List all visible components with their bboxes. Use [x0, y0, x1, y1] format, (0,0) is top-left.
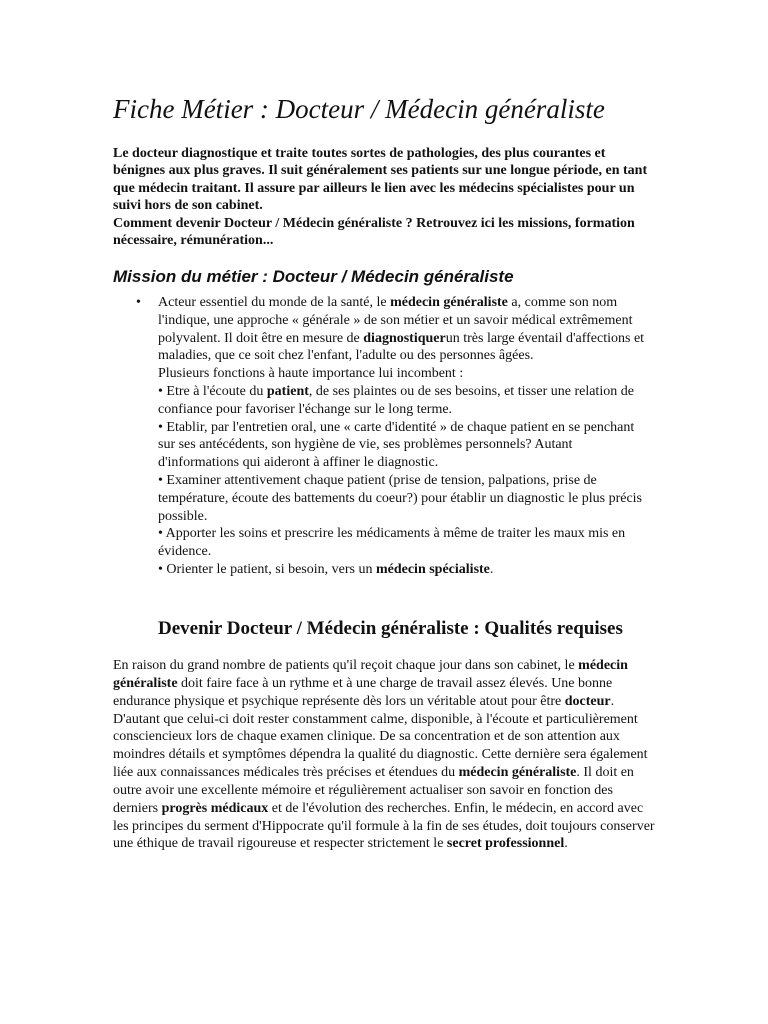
function-refer: • Orienter le patient, si besoin, vers un médecin spécialiste.: [158, 561, 494, 577]
keyword-docteur: docteur: [564, 693, 611, 709]
keyword-secret-professionnel: secret professionnel: [446, 836, 565, 852]
list-item: [136, 294, 652, 579]
mission-lead: Plusieurs fonctions à haute importance lui incombent :: [158, 366, 464, 382]
mission-list: [136, 294, 652, 579]
function-identity-card: • Etablir, par l'entretien oral, une « carte d'identité » de chaque patient en se penchant sur ses antécédents, son hygiène de vie, ses problèmes personnels? Autant d'informations qui aideront à affiner le diagnostic.: [158, 419, 635, 471]
keyword-medecin-specialiste: médecin spécialiste: [375, 561, 490, 577]
keyword-patient: patient: [266, 383, 309, 399]
keyword-medecin-generaliste: médecin généraliste: [390, 295, 508, 310]
keyword-diagnostiquer: diagnostiquer: [363, 330, 446, 346]
mission-heading: Mission du métier : Docteur / Médecin généraliste: [113, 267, 514, 286]
keyword-progres-medicaux: progrès médicaux: [161, 800, 269, 816]
keyword-medecin-generaliste: médecin généraliste: [458, 765, 577, 781]
qualites-heading: Devenir Docteur / Médecin généraliste : Qualités requises: [158, 618, 623, 639]
intro-summary: [113, 145, 648, 249]
function-listen: • Etre à l'écoute du patient, de ses plaintes ou de ses besoins, et tisser une relation de confiance pour favoriser l'échange sur le long terme.: [158, 383, 634, 417]
page-title: Fiche Métier : Docteur / Médecin généraliste: [113, 94, 605, 124]
keyword-medecin-generaliste: médecin généraliste: [113, 658, 628, 691]
function-examine: • Examiner attentivement chaque patient (prise de tension, palpations, prise de température, écoute des battements du coeur?) pour établir un diagnostic le plus précis possible.: [158, 472, 642, 524]
qualites-paragraph: En raison du grand nombre de patients qu'il reçoit chaque jour dans son cabinet, le médecin généraliste doit faire face à un rythme et à une charge de travail assez élevés. Une bonne endurance physique et psychique représente dès lors un véritable atout pour être docteur. D'autant que celui-ci doit rester constamment calme, disponible, à l'écoute et particulièrement consciencieux lors de chaque examen clinique. De sa concentration et de son attention aux moindres détails et symptômes dépendra la qualité du diagnostic. Cette dernière sera également liée aux connaissances médicales très précises et étendues du médecin généraliste. Il doit en outre avoir une excellente mémoire et régulièrement actualiser son savoir en fonction des derniers progrès médicaux et de l'évolution des recherches. Enfin, le médecin, en accord avec les principes du serment d'Hippocrate qu'il formule à la fin de ses études, doit toujours conserver une éthique de travail rigoureuse et respecter strictement le secret professionnel.: [113, 658, 655, 852]
intro-paragraph: Le docteur diagnostique et traite toutes sortes de pathologies, des plus courantes et bénignes aux plus graves. Il suit généralement ses patients sur une longue période, en tant que médecin traitant. Il assure par ailleurs le lien avec les médecins spécialistes pour un suivi hors de son cabinet.: [113, 146, 648, 214]
mission-intro: Acteur essentiel du monde de la santé, le médecin généraliste a, comme son nom l'indique, une approche « générale » de son métier et un savoir médical extrêmement polyvalent. Il doit être en mesure de diagnostiquerun très large éventail d'affections et maladies, que ce soit chez l'enfant, l'adulte ou des personnes âgées.: [158, 295, 645, 364]
intro-question: Comment devenir Docteur / Médecin généraliste ? Retrouvez ici les missions, formation nécessaire, rémunération...: [113, 215, 635, 249]
function-treat: • Apporter les soins et prescrire les médicaments à même de traiter les maux mis en évidence.: [158, 526, 626, 560]
bullet-icon: •: [136, 295, 141, 310]
